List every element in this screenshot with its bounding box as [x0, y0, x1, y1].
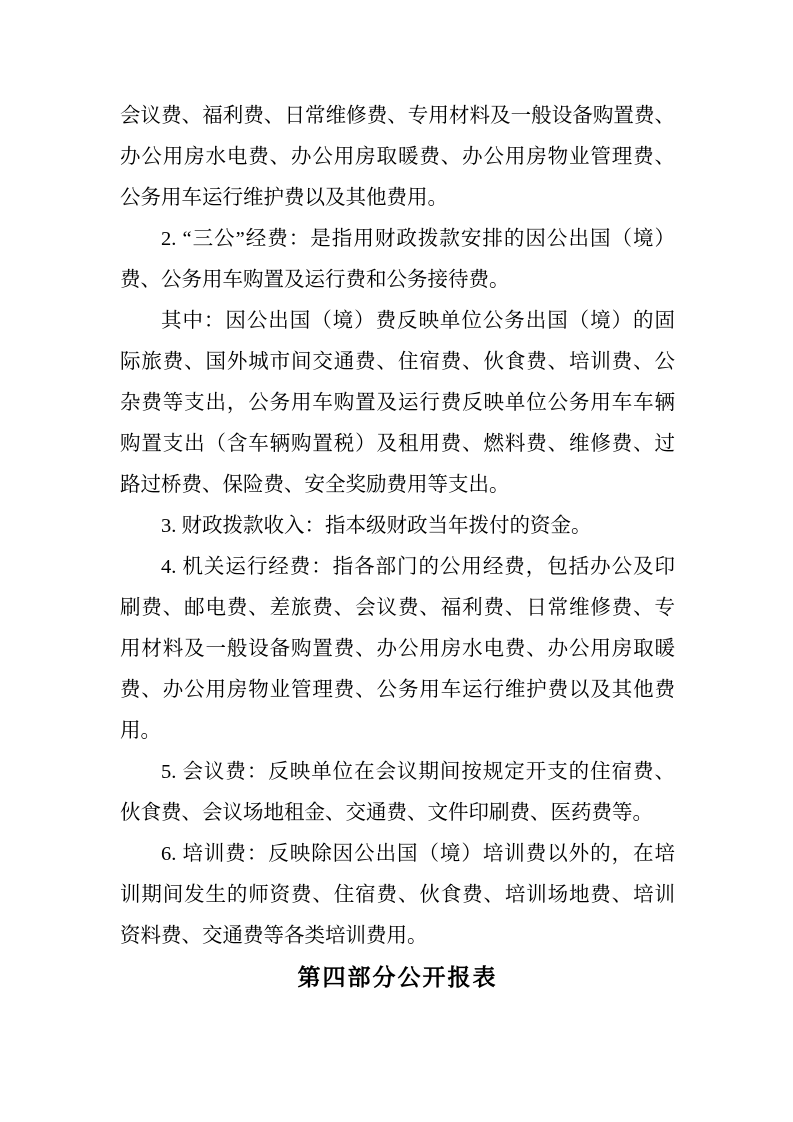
text-line: 3. 财政拨款收入：指本级财政当年拨付的资金。	[161, 515, 592, 537]
text-line: 刷费、邮电费、差旅费、会议费、福利费、日常维修费、专	[120, 597, 675, 619]
text-line: 用材料及一般设备购置费、办公用房水电费、办公用房取暖	[120, 638, 675, 660]
text-line: 5. 会议费：反映单位在会议期间按规定开支的住宿费、	[161, 761, 675, 783]
text-line: 杂费等支出，公务用车购置及运行费反映单位公务用车车辆	[120, 392, 675, 414]
text-line: 其中：因公出国（境）费反映单位公务出国（境）的固	[161, 310, 675, 332]
section-heading: 第四部分公开报表	[297, 965, 498, 990]
document-body	[120, 96, 675, 998]
text-line: 6. 培训费：反映除因公出国（境）培训费以外的，在培	[161, 843, 675, 865]
text-line: 训期间发生的师资费、住宿费、伙食费、培训场地费、培训	[120, 884, 675, 906]
text-line: 费、公务用车购置及运行费和公务接待费。	[120, 269, 510, 291]
text-line: 购置支出（含车辆购置税）及租用费、燃料费、维修费、过	[120, 433, 675, 455]
text-line: 资料费、交通费等各类培训费用。	[120, 925, 428, 947]
text-line: 公务用车运行维护费以及其他费用。	[120, 187, 448, 209]
text-line: 2. “三公”经费：是指用财政拨款安排的因公出国（境）	[161, 228, 675, 250]
text-line: 办公用房水电费、办公用房取暖费、办公用房物业管理费、	[120, 146, 675, 168]
text-line: 际旅费、国外城市间交通费、住宿费、伙食费、培训费、公	[120, 351, 675, 373]
text-line: 费、办公用房物业管理费、公务用车运行维护费以及其他费	[120, 679, 675, 701]
text-line: 伙食费、会议场地租金、交通费、文件印刷费、医药费等。	[120, 802, 653, 824]
text-line: 会议费、福利费、日常维修费、专用材料及一般设备购置费、	[120, 105, 675, 127]
text-line: 4. 机关运行经费：指各部门的公用经费，包括办公及印	[161, 556, 675, 578]
paragraphs-container	[120, 96, 675, 957]
text-line: 路过桥费、保险费、安全奖励费用等支出。	[120, 474, 510, 496]
text-line: 用。	[120, 720, 161, 742]
